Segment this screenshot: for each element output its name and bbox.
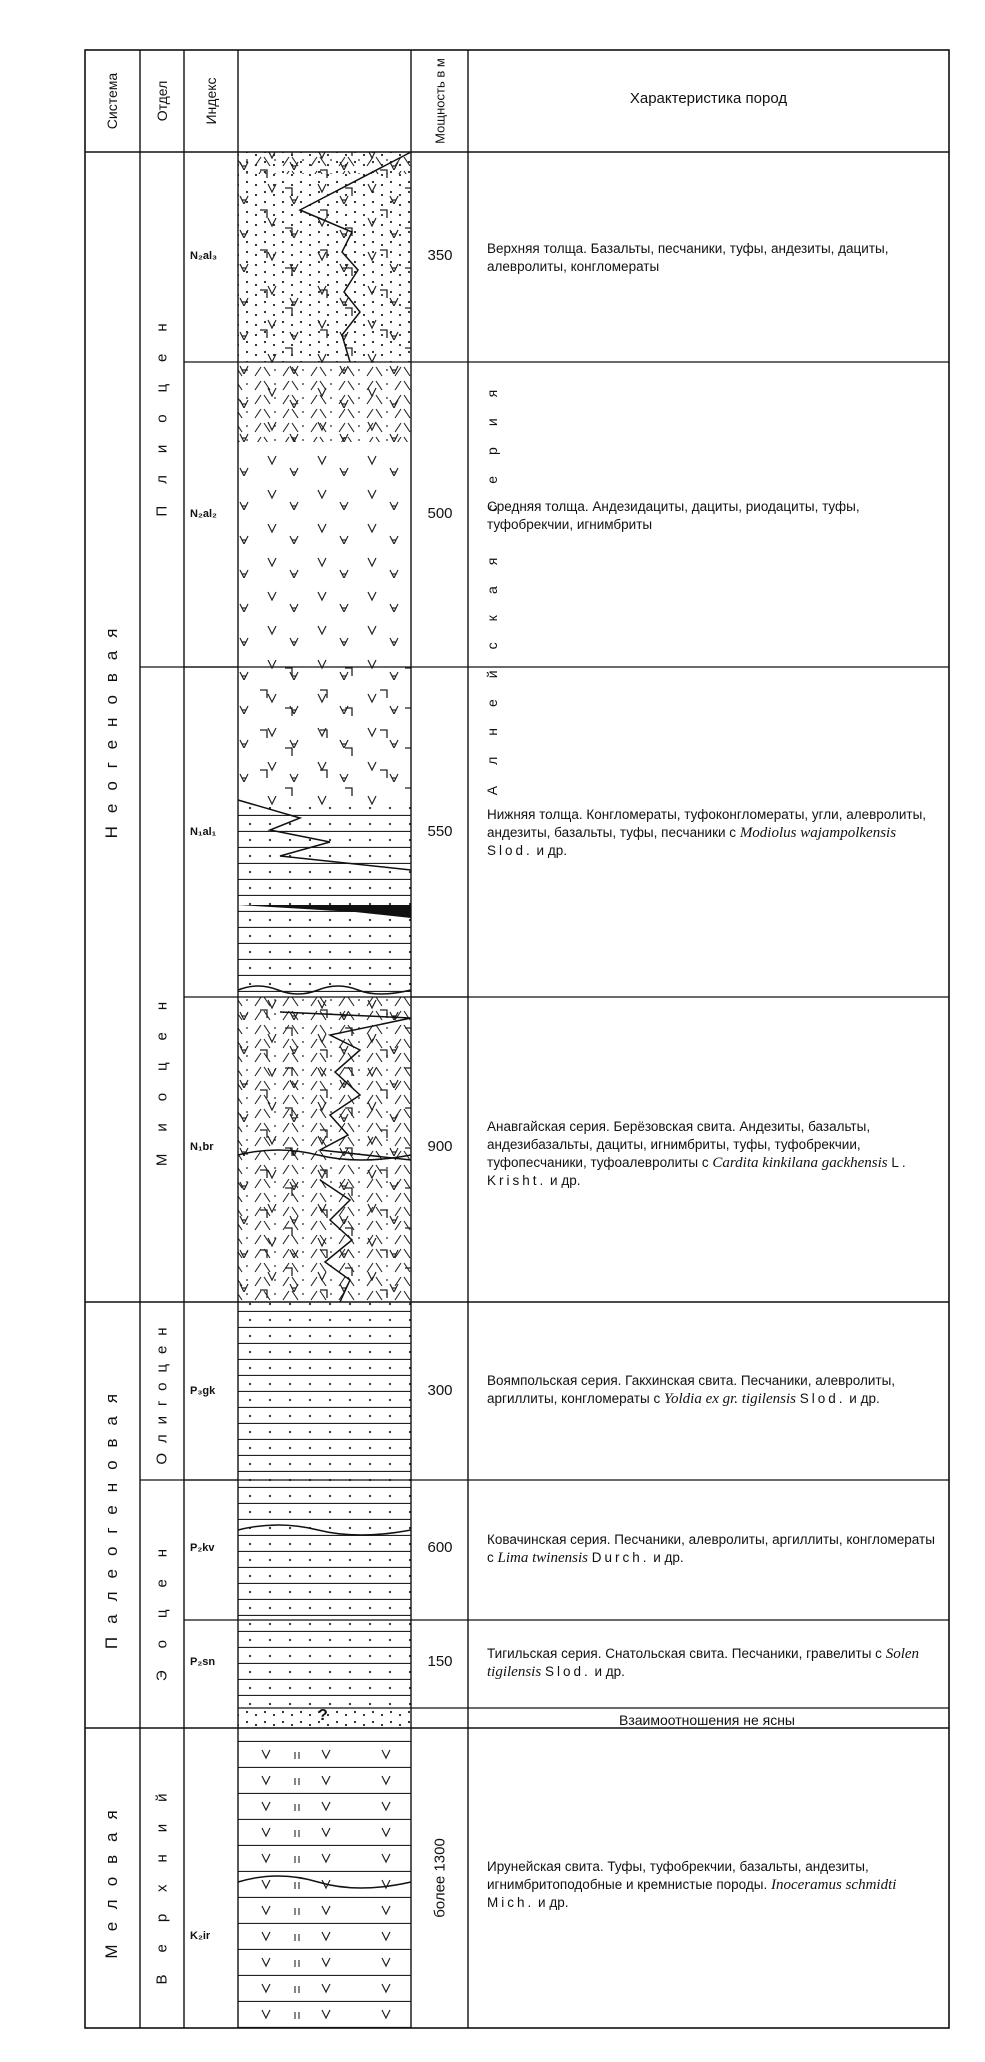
index-n2al2: N₂al₂	[190, 508, 217, 520]
index-p2sn: P₂sn	[190, 1656, 216, 1668]
department-oligocene: Олигоцен	[153, 1317, 171, 1465]
fossil-name: Solen tigilensis	[487, 1646, 920, 1680]
thickness-p2kv: 600	[427, 1539, 453, 1556]
description-k2ir: Ирунейская свита. Туфы, туфобрекчии, базальты, андезиты, игнимбритоподобные и кремнистые породы. Inoceramus schmidti Mich. и др.	[487, 1859, 897, 1910]
fossil-name: Yoldia ex gr. tigilensis	[664, 1391, 796, 1407]
index-p2kv: P₂kv	[190, 1542, 215, 1554]
department-eocene: Эоцен	[153, 1526, 171, 1682]
system-neogene: Неогеновая	[102, 615, 121, 839]
relation-note: Взаимоотношения не ясны	[618, 1712, 795, 1728]
thickness-n2al2: 500	[427, 505, 453, 522]
department-miocene: Миоцен	[153, 979, 171, 1167]
index-n2al3: N₂al₃	[190, 250, 218, 262]
department-upper: Верхний	[153, 1771, 171, 1985]
thickness-n2al3: 350	[427, 247, 453, 264]
series-label-alnei: Алнейская серия	[484, 368, 500, 796]
system-cretaceous: Меловая	[102, 1797, 121, 1959]
header-system: Система	[104, 72, 120, 130]
thickness-n1br: 900	[427, 1138, 453, 1155]
description-p3gk: Воямпольская серия. Гакхинская свита. Песчаники, алевролиты, аргиллиты, конгломераты с Yoldia ex gr. tigilensis Slod. и др.	[487, 1373, 896, 1407]
fossil-name: Cardita kinkilana gackhensis	[712, 1155, 888, 1171]
index-k2ir: K₂ir	[190, 1930, 211, 1942]
author-name: Slod.	[487, 843, 533, 858]
header-rocks: Характеристика пород	[629, 90, 788, 107]
thickness-n1al1: 550	[427, 823, 453, 840]
header-department: Отдел	[154, 80, 170, 122]
index-n1br: N₁br	[190, 1141, 214, 1153]
author-name: Mich.	[487, 1895, 535, 1910]
fossil-name: Lima twinensis	[497, 1550, 588, 1566]
fossil-name: Modiolus wajampolkensis	[739, 825, 897, 841]
description-n2al2: Средняя толща. Андезидациты, дациты, риодациты, туфы, туфобрекчии, игнимбриты	[487, 499, 860, 532]
fossil-name: Inoceramus schmidti	[771, 1877, 897, 1893]
thickness-p3gk: 300	[427, 1382, 453, 1399]
author-name: L. Krisht.	[487, 1155, 909, 1188]
author-name: Slod.	[544, 1664, 591, 1679]
system-paleogene: Палеогеновая	[102, 1380, 121, 1650]
department-pliocene: Плиоцен	[153, 301, 171, 517]
description-n2al3: Верхняя толща. Базальты, песчаники, туфы, андезиты, дациты, алевролиты, конгломераты	[487, 241, 889, 274]
thickness-p2sn: 150	[427, 1653, 453, 1670]
description-n1br: Анавгайская серия. Берёзовская свита. Андезиты, базальты, андезибазальты, дациты, игнимбриты, туфы, туфобрекчии, туфопесчаники, туфоалевролиты с Cardita kinkilana gackhensis L. Krisht. и др.	[487, 1119, 909, 1188]
thickness-k2ir: более 1300	[431, 1838, 449, 1918]
unknown-contact-mark: ?	[318, 1707, 328, 1724]
index-p3gk: P₃gk	[190, 1385, 216, 1397]
description-p2kv: Ковачинская серия. Песчаники, алевролиты, аргиллиты, конгломераты с Lima twinensis Durch. и др.	[487, 1532, 935, 1566]
author-name: Durch.	[591, 1550, 650, 1565]
header-index: Индекс	[203, 77, 219, 125]
index-n1al1: N₁al₁	[190, 826, 217, 838]
description-n1al1: Нижняя толща. Конгломераты, туфоконгломераты, угли, алевролиты, андезиты, базальты, туфы, песчаники с Modiolus wajampolkensis Slod. и др.	[487, 807, 927, 858]
author-name: Slod.	[799, 1391, 846, 1406]
description-p2sn: Тигильская серия. Снатольская свита. Песчаники, гравелиты с Solen tigilensis Slod. и др.	[487, 1646, 920, 1680]
header-thickness: Мощность в м	[432, 58, 448, 144]
